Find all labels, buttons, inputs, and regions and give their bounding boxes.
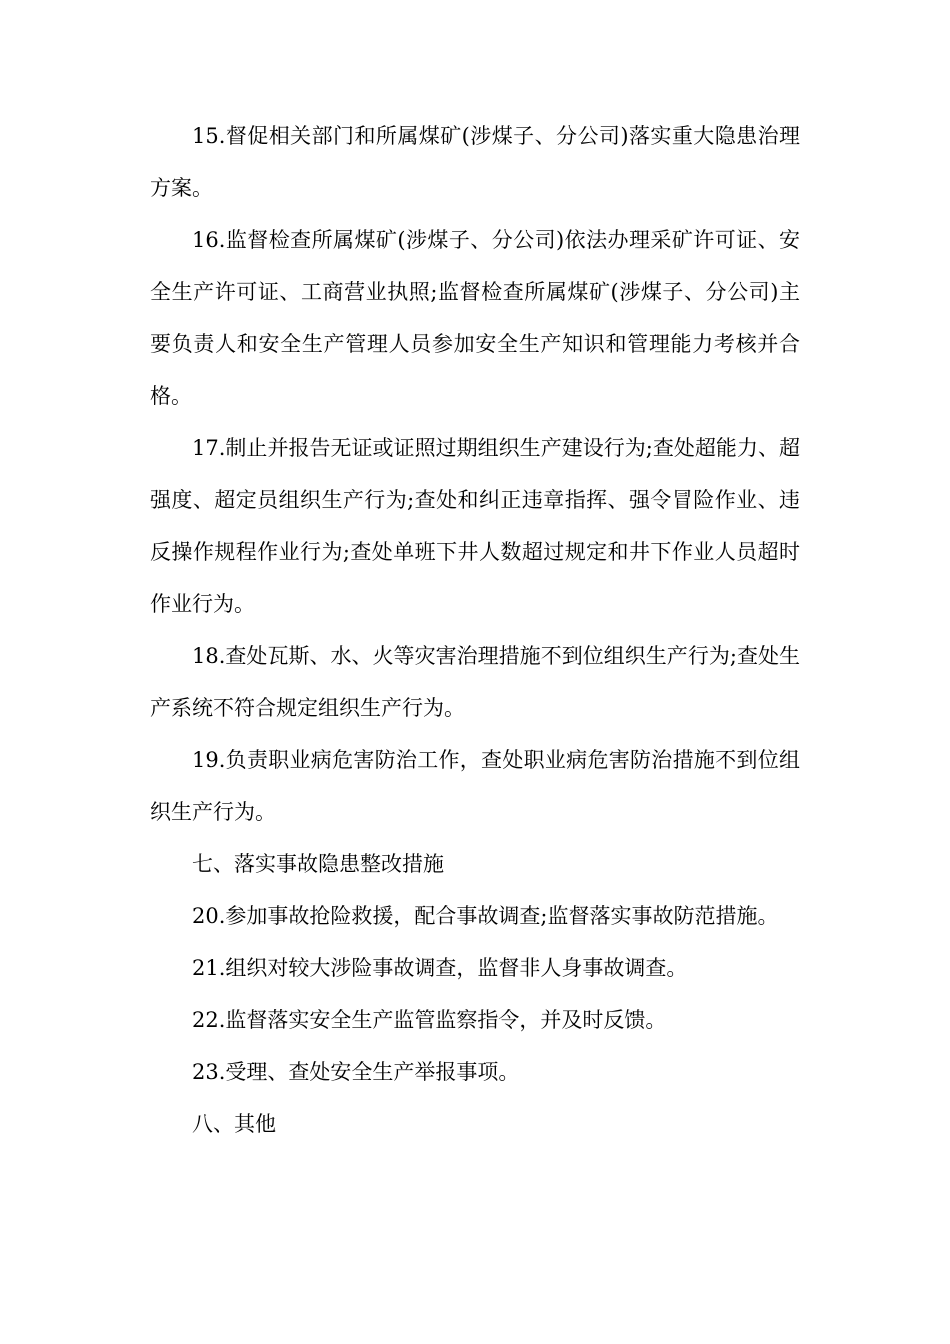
paragraph-item-15: 15.督促相关部门和所属煤矿(涉煤子、分公司)落实重大隐患治理方案。 — [150, 124, 800, 200]
paragraph-item-21: 21.组织对较大涉险事故调查，监督非人身事故调查。 — [192, 956, 688, 980]
section-heading-seven: 七、落实事故隐患整改措施 — [192, 852, 444, 876]
paragraph-item-22: 22.监督落实安全生产监管监察指令，并及时反馈。 — [192, 1008, 667, 1032]
paragraph-item-20: 20.参加事故抢险救援，配合事故调查;监督落实事故防范措施。 — [192, 904, 779, 928]
paragraph-item-19: 19.负责职业病危害防治工作，查处职业病危害防治措施不到位组织生产行为。 — [150, 748, 800, 824]
paragraph-item-16: 16.监督检查所属煤矿(涉煤子、分公司)依法办理采矿许可证、安全生产许可证、工商营业执照;监督检查所属煤矿(涉煤子、分公司)主要负责人和安全生产管理人员参加安全生产知识和管理能力考核并合格。 — [150, 228, 800, 408]
document-body — [150, 110, 800, 1150]
paragraph-item-23: 23.受理、查处安全生产举报事项。 — [192, 1060, 520, 1084]
paragraph-item-17: 17.制止并报告无证或证照过期组织生产建设行为;查处超能力、超强度、超定员组织生产行为;查处和纠正违章指挥、强令冒险作业、违反操作规程作业行为;查处单班下井人数超过规定和井下作业人员超时作业行为。 — [150, 436, 800, 616]
paragraph-item-18: 18.查处瓦斯、水、火等灾害治理措施不到位组织生产行为;查处生产系统不符合规定组织生产行为。 — [150, 644, 800, 720]
section-heading-eight: 八、其他 — [192, 1112, 276, 1136]
